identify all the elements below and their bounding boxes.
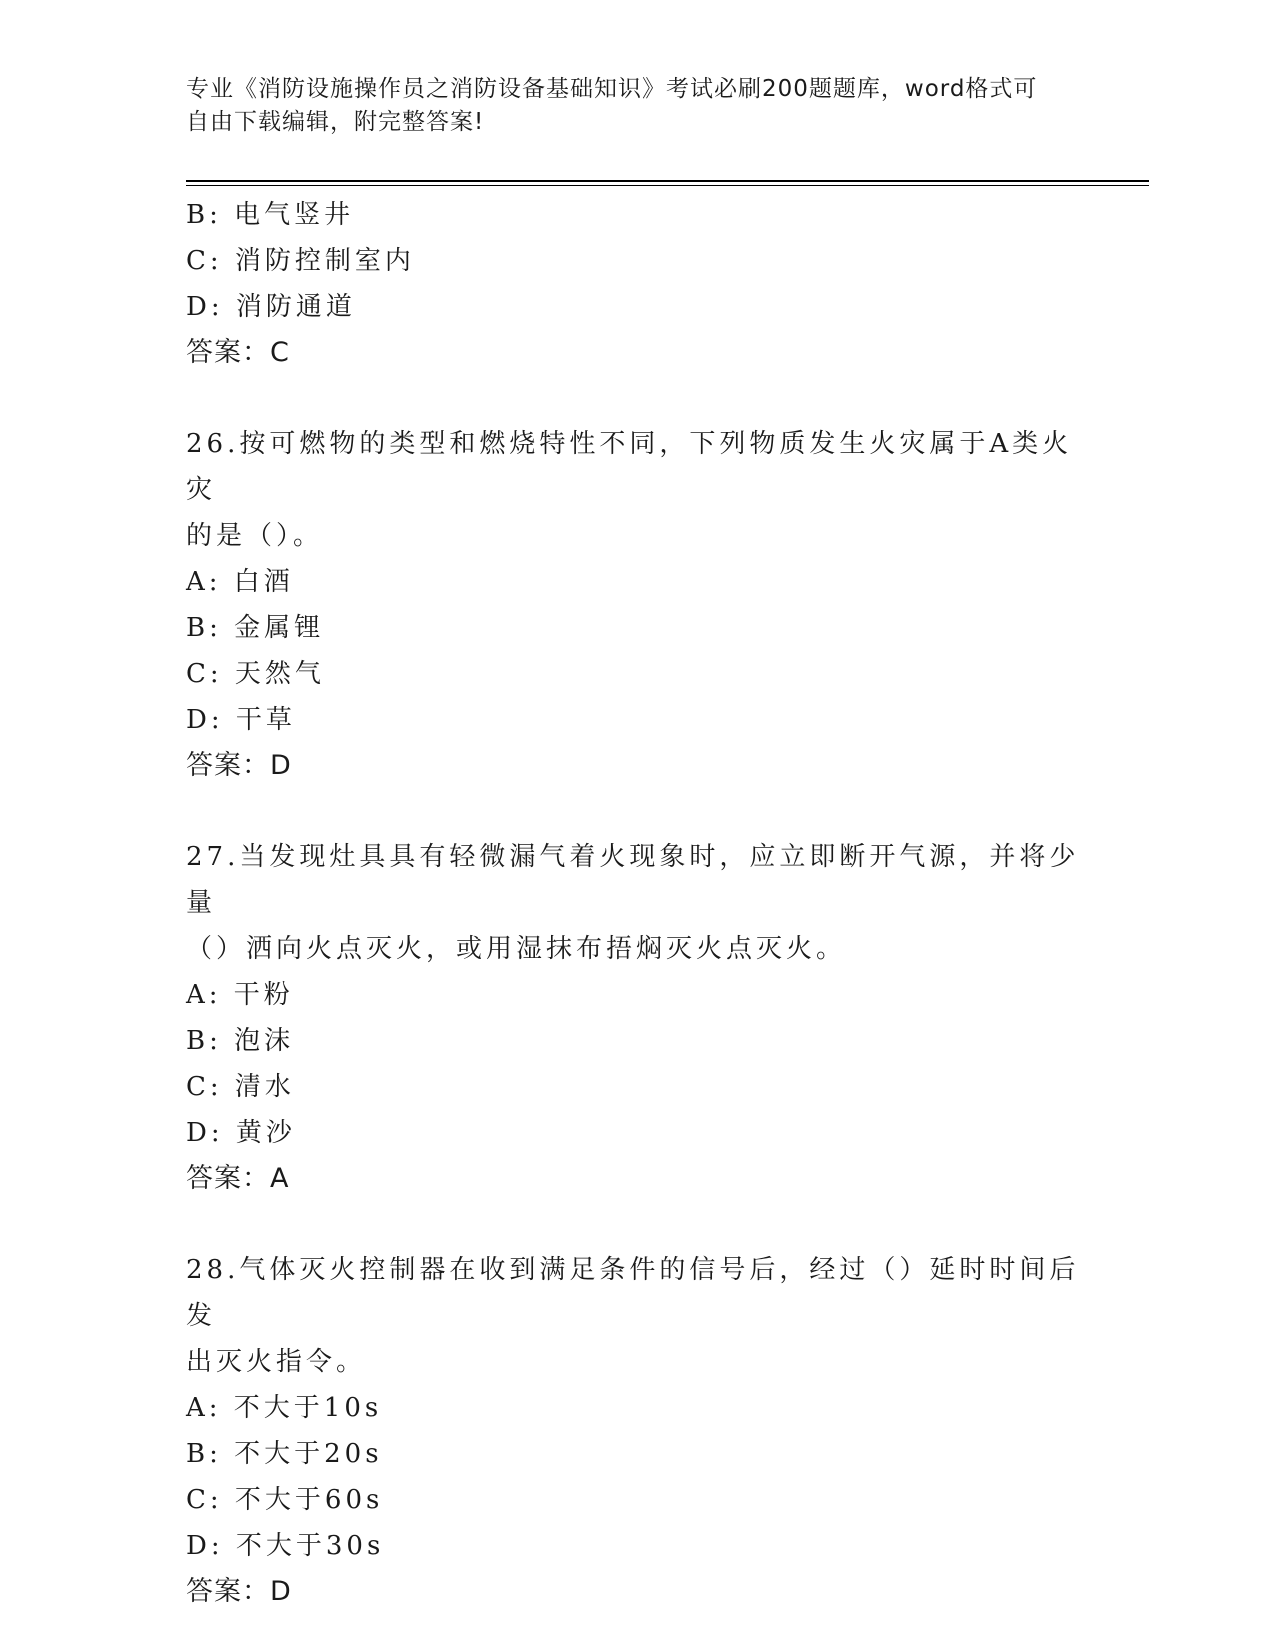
option-a: A: 干粉 (186, 980, 294, 1010)
answer-line: 答案：C (186, 337, 290, 368)
option-c: C: 不大于60s (186, 1485, 384, 1515)
header-line-1: 专业《消防设施操作员之消防设备基础知识》考试必刷200题题库，word格式可 (186, 76, 1038, 102)
option-a: A: 白酒 (186, 567, 294, 597)
question-26 (186, 421, 1086, 789)
question-27 (186, 834, 1086, 1202)
question-text-line-2: 出灭火指令。 (186, 1347, 367, 1377)
option-a: A: 不大于10s (186, 1393, 383, 1423)
option-b: B: 电气竖井 (186, 200, 355, 230)
answer-line: 答案：D (186, 750, 292, 781)
header-rule-thin (186, 185, 1149, 186)
answer-line: 答案：A (186, 1163, 290, 1194)
question-text-line-2: （）洒向火点灭火，或用湿抹布捂焖灭火点灭火。 (186, 934, 847, 964)
option-d: D: 消防通道 (186, 292, 356, 322)
question-text-line-1: 28.气体灭火控制器在收到满足条件的信号后，经过（）延时时间后发 (186, 1255, 1080, 1331)
question-text-line-1: 27.当发现灶具具有轻微漏气着火现象时，应立即断开气源，并将少量 (186, 842, 1080, 918)
question-text-line-2: 的是（）。 (186, 521, 324, 551)
previous-question-tail (186, 192, 1086, 376)
header-line-2: 自由下载编辑，附完整答案! (186, 109, 485, 135)
header-rule-thick (186, 180, 1149, 182)
option-c: C: 清水 (186, 1072, 295, 1102)
option-c: C: 天然气 (186, 659, 325, 689)
option-b: B: 不大于20s (186, 1439, 383, 1469)
answer-line: 答案：D (186, 1576, 292, 1607)
option-c: C: 消防控制室内 (186, 246, 415, 276)
question-content (186, 192, 1086, 1615)
option-d: D: 黄沙 (186, 1118, 296, 1148)
question-28 (186, 1247, 1086, 1615)
document-header (186, 73, 1066, 139)
question-text-line-1: 26.按可燃物的类型和燃烧特性不同，下列物质发生火灾属于A类火灾 (186, 429, 1073, 505)
option-b: B: 泡沫 (186, 1026, 295, 1056)
option-b: B: 金属锂 (186, 613, 325, 643)
option-d: D: 不大于30s (186, 1531, 385, 1561)
option-d: D: 干草 (186, 705, 296, 735)
